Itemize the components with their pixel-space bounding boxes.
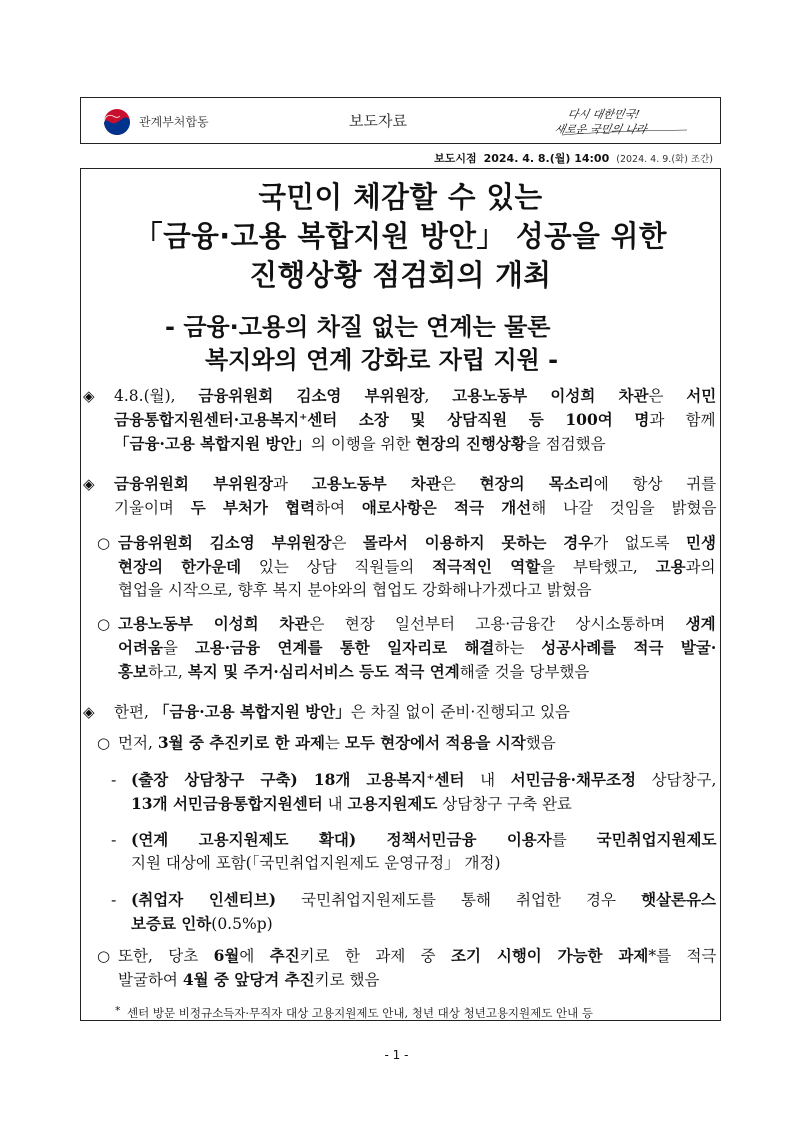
bold-text: 고용·금융 연계를 통한 일자리로 해결 <box>194 638 495 657</box>
bold-text: 추진 <box>269 946 300 965</box>
text-run: 내 <box>322 795 348 813</box>
embargo-datetime: 2024. 4. 8.(월) 14:00 <box>483 152 610 165</box>
p3b-line-2 <box>118 972 379 989</box>
dash-bullet-icon: - <box>111 831 117 849</box>
bold-text: 현장의 진행상황 <box>415 434 526 453</box>
bold-text: 고용지원제도 <box>347 794 438 813</box>
text-run: 에 항상 귀를 <box>593 475 717 493</box>
diamond-bullet-icon: ◈ <box>83 703 95 721</box>
circle-bullet-icon: ○ <box>97 947 111 965</box>
bold-text: (연계 고용지원제도 확대) 정책서민금융 이용자 <box>131 830 552 849</box>
text-run: 하고, <box>147 663 188 681</box>
text-run: (0.5%p) <box>211 915 273 933</box>
embargo-label: 보도시점 <box>434 152 477 165</box>
text-run: 발굴하여 <box>118 971 183 989</box>
text-run: 과의 <box>685 558 716 576</box>
text-run: 을 점검했음 <box>525 435 606 453</box>
bold-text: 복지 및 주거·심리서비스 등도 적극 연계 <box>187 662 460 681</box>
embargo-line <box>434 150 713 166</box>
p2a-line-1 <box>118 535 716 552</box>
subtitle-line-1: - 금융·고용의 차질 없는 연계는 물론 <box>165 313 551 341</box>
text-run: 과 <box>273 475 312 493</box>
text-run: 키로 한 과제 중 <box>299 947 452 965</box>
p1-line-1 <box>114 388 716 405</box>
bold-text: 13개 서민금융통합지원센터 <box>131 794 323 813</box>
page-number: - 1 - <box>384 1048 409 1062</box>
p2b-line-2 <box>118 640 716 657</box>
text-run: 국민취업지원제도를 통해 취업한 경우 <box>276 891 642 909</box>
bold-text: 민생 <box>686 533 716 552</box>
text-run: 한편, <box>114 703 154 721</box>
p2a-line-3 <box>118 583 592 599</box>
press-release-label: 보도자료 <box>349 112 407 130</box>
text-run: 를 <box>551 831 597 849</box>
subtitle-line-2: 복지와의 연계 강화로 자립 지원 - <box>205 346 559 374</box>
text-run: 에 <box>239 947 270 965</box>
bold-text: 햇살론유스 <box>641 890 716 909</box>
text-run: 지원 대상에 포함(「국민취업지원제도 운영규정」 개정) <box>131 854 501 872</box>
text-run: 협업을 시작으로, 향후 복지 분야와의 협업도 강화해나가겠다고 밝혔음 <box>118 581 592 599</box>
bold-text: 성공사례를 적극 발굴· <box>541 638 717 657</box>
text-run: 을 <box>162 639 195 657</box>
text-run: 은 차질 없이 준비·진행되고 있음 <box>350 703 571 721</box>
circle-bullet-icon: ○ <box>97 615 111 633</box>
text-run: 또한, 당초 <box>118 947 214 965</box>
embargo-paper: (2024. 4. 9.(화) 조간) <box>616 154 713 165</box>
svg-text:다시 대한민국!: 다시 대한민국! <box>566 108 641 121</box>
org-name: 관계부처합동 <box>139 115 209 129</box>
text-run: 은 <box>648 387 687 405</box>
bold-text: 금융통합지원센터·고용복지⁺센터 소장 및 상담직원 등 100여 명 <box>114 410 650 429</box>
bold-text: 금융위원회 부위원장 <box>114 474 274 493</box>
diamond-bullet-icon: ◈ <box>83 475 95 493</box>
text-run: 는 <box>324 734 345 752</box>
bold-text: 금융위원회 김소영 부위원장 <box>118 533 332 552</box>
p2-line-2 <box>114 500 716 517</box>
text-run: 해 나갈 것임을 밝혔음 <box>531 499 717 517</box>
title-line-2: 「금융·고용 복합지원 방안」 성공을 위한 <box>133 219 668 253</box>
text-run: 해줄 것을 당부했음 <box>459 663 590 681</box>
dash-bullet-icon: - <box>111 771 117 789</box>
diamond-bullet-icon: ◈ <box>83 387 95 405</box>
text-run: 키로 했음 <box>314 971 380 989</box>
bold-text: 고용 <box>655 557 686 576</box>
p2b-line-1 <box>118 616 716 633</box>
text-run: 내 <box>464 771 511 789</box>
bold-text: (출장 상담창구 구축) 18개 고용복지⁺센터 <box>131 770 465 789</box>
bold-text: 현장의 목소리 <box>479 474 594 493</box>
text-run: 과 함께 <box>649 411 716 429</box>
p2-line-1 <box>114 476 716 493</box>
p3a2-line-1 <box>131 832 716 849</box>
bold-text: 고용노동부 차관 <box>311 474 441 493</box>
text-run: 했음 <box>525 734 556 752</box>
title-line-1: 국민이 체감할 수 있는 <box>258 180 543 214</box>
bold-text: 홍보 <box>118 662 148 681</box>
text-run: 있는 상담 직원들의 <box>241 558 433 576</box>
slogan-handwritten-logo <box>542 104 692 138</box>
text-run: 하여 <box>315 499 362 517</box>
text-run: 상담창구, <box>635 771 717 789</box>
bold-text: 현장의 한가운데 <box>118 557 242 576</box>
bold-text: 모두 현장에서 적용을 시작 <box>344 733 526 752</box>
text-run: 의 이행을 위한 <box>310 435 416 453</box>
p3b-line-1 <box>118 948 716 965</box>
p3a-line-1 <box>118 735 556 752</box>
bold-text: 「금융·고용 복합지원 방안」 <box>114 434 311 453</box>
p3a3-line-2 <box>131 916 273 933</box>
footnote: 센터 방문 비정규소득자·무직자 대상 고용지원제도 안내, 청년 대상 청년고용지원제도 안내 등 <box>127 1006 594 1020</box>
press-release-header <box>80 97 721 144</box>
p3a1-line-1 <box>131 772 716 789</box>
p2a-line-2 <box>118 559 716 576</box>
text-run: *를 적극 <box>648 947 717 965</box>
bold-text: 몰라서 이용하지 못하는 경우 <box>362 533 594 552</box>
text-run: 은 <box>331 534 363 552</box>
bold-text: 애로사항은 적극 개선 <box>361 498 532 517</box>
bold-text: 3월 중 추진키로 한 과제 <box>157 733 325 752</box>
p1-line-3 <box>114 436 606 453</box>
bold-text: 적극적인 역할 <box>432 557 541 576</box>
svg-text:새로운 국민의 나라: 새로운 국민의 나라 <box>553 123 648 136</box>
text-run: 은 <box>440 475 480 493</box>
bold-text: (취업자 인센티브) <box>131 890 277 909</box>
p3-line-1 <box>114 704 570 721</box>
bold-text: 국민취업지원제도 <box>596 830 717 849</box>
bold-text: 어려움 <box>118 638 163 657</box>
dash-bullet-icon: - <box>111 891 117 909</box>
bold-text: 고용노동부 이성희 차관 <box>452 386 649 405</box>
bold-text: 「금융·고용 복합지원 방안」 <box>153 702 351 721</box>
circle-bullet-icon: ○ <box>97 534 111 552</box>
title-line-3: 진행상황 점검회의 개최 <box>249 258 552 292</box>
bold-text: 6월 <box>213 946 240 965</box>
bold-text: 생계 <box>685 614 716 633</box>
p3a1-line-2 <box>131 796 572 813</box>
text-run: 하는 <box>494 639 542 657</box>
bold-text: 두 부처가 협력 <box>190 498 316 517</box>
bold-text: 조기 시행이 가능한 과제 <box>451 946 649 965</box>
bold-text: 4월 중 앞당겨 추진 <box>182 970 315 989</box>
press-release-body <box>80 168 721 1021</box>
text-run: 은 현장 일선부터 고용·금융간 상시소통하며 <box>309 615 686 633</box>
bold-text: 고용노동부 이성희 차관 <box>118 614 310 633</box>
bold-text: 보증료 인하 <box>131 914 212 933</box>
text-run: 기울이며 <box>114 499 191 517</box>
text-run: 을 부탁했고, <box>540 558 656 576</box>
text-run: 상담창구 구축 완료 <box>437 795 572 813</box>
text-run: 가 없도록 <box>593 534 687 552</box>
p3a3-line-1 <box>131 892 716 909</box>
bold-text: 금융위원회 김소영 부위원장 <box>198 386 425 405</box>
text-run: 4.8.(월), <box>114 387 199 405</box>
bold-text: 서민 <box>686 386 717 405</box>
government-emblem-icon <box>103 108 131 136</box>
footnote-asterisk-icon: * <box>115 1004 121 1017</box>
bold-text: 서민금융·채무조정 <box>510 770 636 789</box>
p2b-line-3 <box>118 664 589 681</box>
text-run: 먼저, <box>118 734 158 752</box>
p3a2-line-2 <box>131 856 501 872</box>
p1-line-2 <box>114 412 716 429</box>
circle-bullet-icon: ○ <box>97 734 111 752</box>
text-run: , <box>424 387 453 405</box>
